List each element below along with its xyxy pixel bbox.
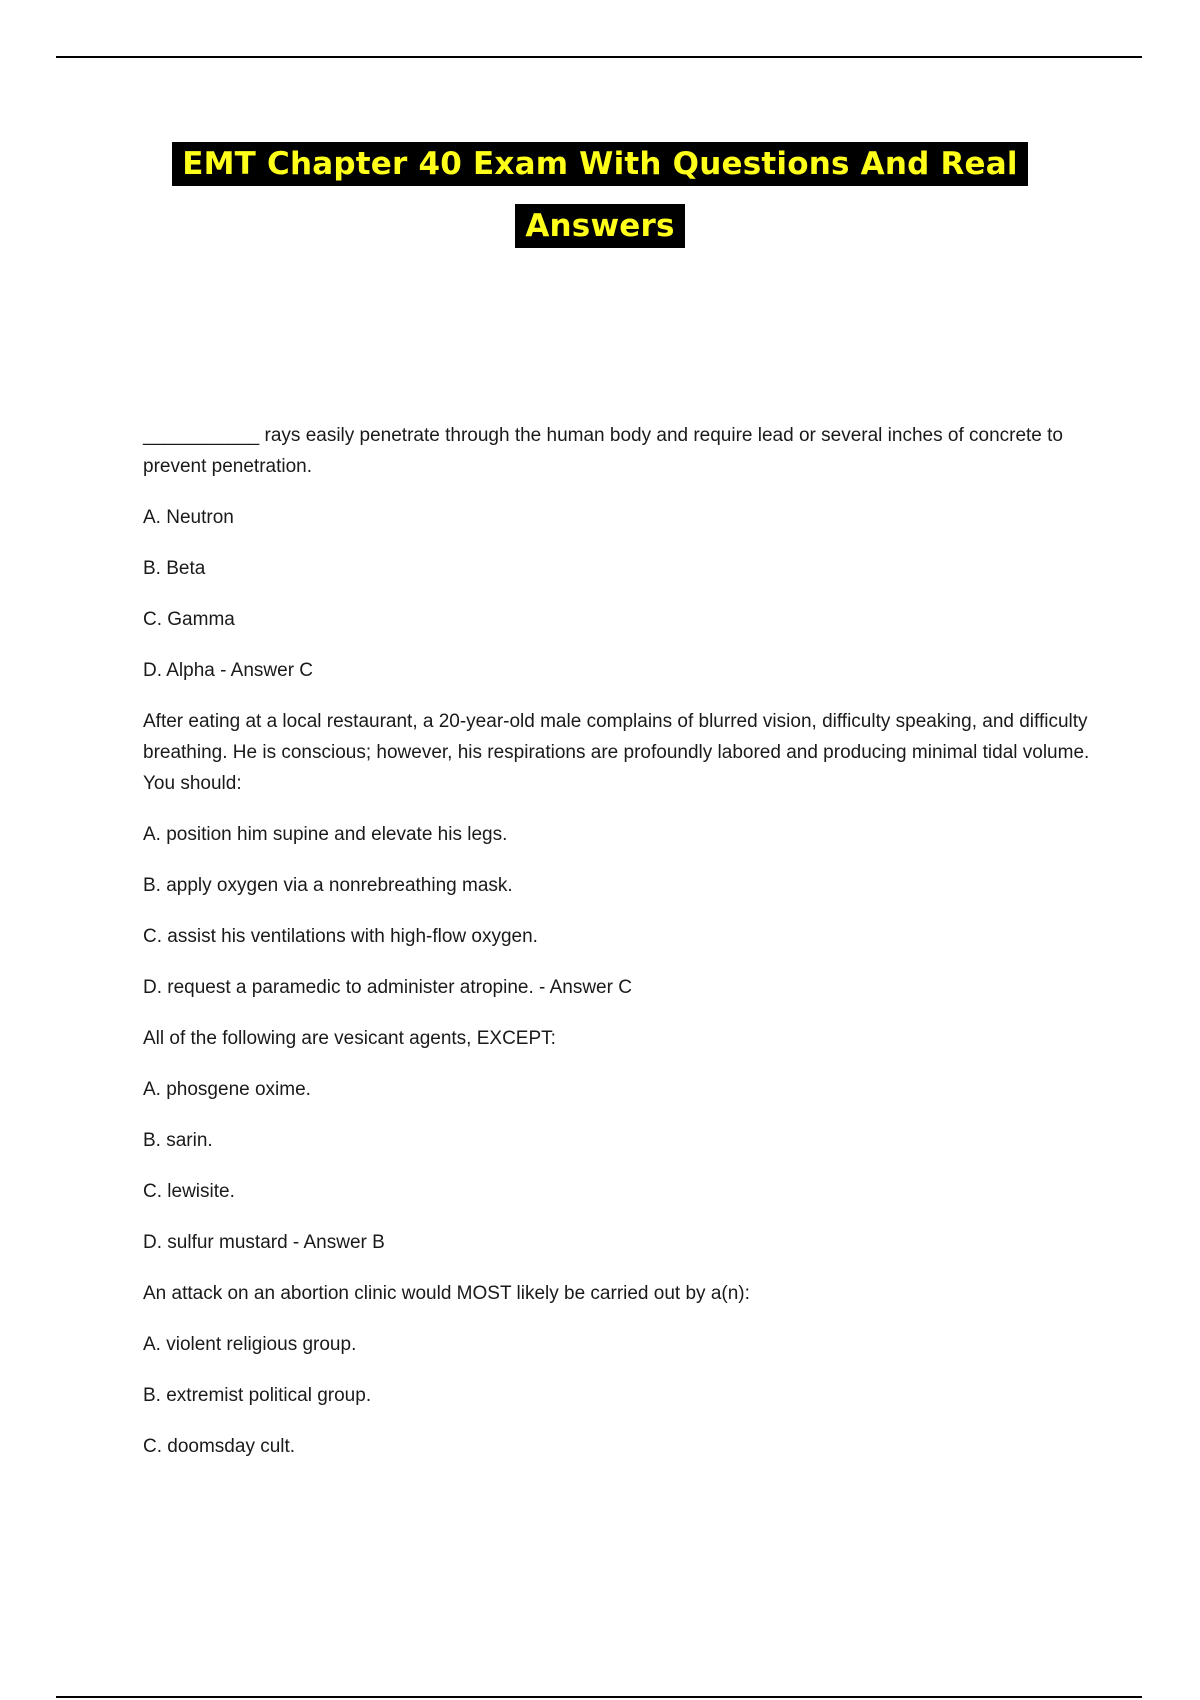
question-1-option-a: A. Neutron <box>143 507 234 528</box>
question-1-stem: ___________ rays easily penetrate through the human body and require lead or several inches of concrete to prevent penetration. <box>143 425 1063 477</box>
top-rule <box>56 56 1142 58</box>
question-3-option-d: D. sulfur mustard - Answer B <box>143 1232 385 1253</box>
question-2-option-d: D. request a paramedic to administer atropine. - Answer C <box>143 977 632 998</box>
title-line-2: Answers <box>515 204 684 248</box>
question-1-option-d: D. Alpha - Answer C <box>143 660 314 681</box>
question-3-option-a: A. phosgene oxime. <box>143 1079 311 1100</box>
question-4-option-a: A. violent religious group. <box>143 1334 357 1355</box>
bottom-rule <box>56 1696 1142 1698</box>
question-2-option-c: C. assist his ventilations with high-flow oxygen. <box>143 926 538 947</box>
question-2-stem: After eating at a local restaurant, a 20-year-old male complains of blurred vision, difficulty speaking, and difficulty breathing. He is conscious; however, his respirations are profoundly labored and producing minimal tidal volume. You should: <box>143 711 1090 794</box>
question-1-option-b: B. Beta <box>143 558 206 579</box>
question-4-stem: An attack on an abortion clinic would MOST likely be carried out by a(n): <box>143 1283 750 1304</box>
question-1-option-c: C. Gamma <box>143 609 235 630</box>
question-4-option-b: B. extremist political group. <box>143 1385 372 1406</box>
question-2-option-a: A. position him supine and elevate his legs. <box>143 824 508 845</box>
question-3-option-c: C. lewisite. <box>143 1181 235 1202</box>
document-title <box>0 142 1200 258</box>
question-3-option-b: B. sarin. <box>143 1130 213 1151</box>
question-3-stem: All of the following are vesicant agents, EXCEPT: <box>143 1028 556 1049</box>
title-line-1: EMT Chapter 40 Exam With Questions And Real <box>172 142 1027 186</box>
question-2-option-b: B. apply oxygen via a nonrebreathing mask. <box>143 875 513 896</box>
question-list <box>143 420 1093 1482</box>
question-4-option-c: C. doomsday cult. <box>143 1436 296 1457</box>
